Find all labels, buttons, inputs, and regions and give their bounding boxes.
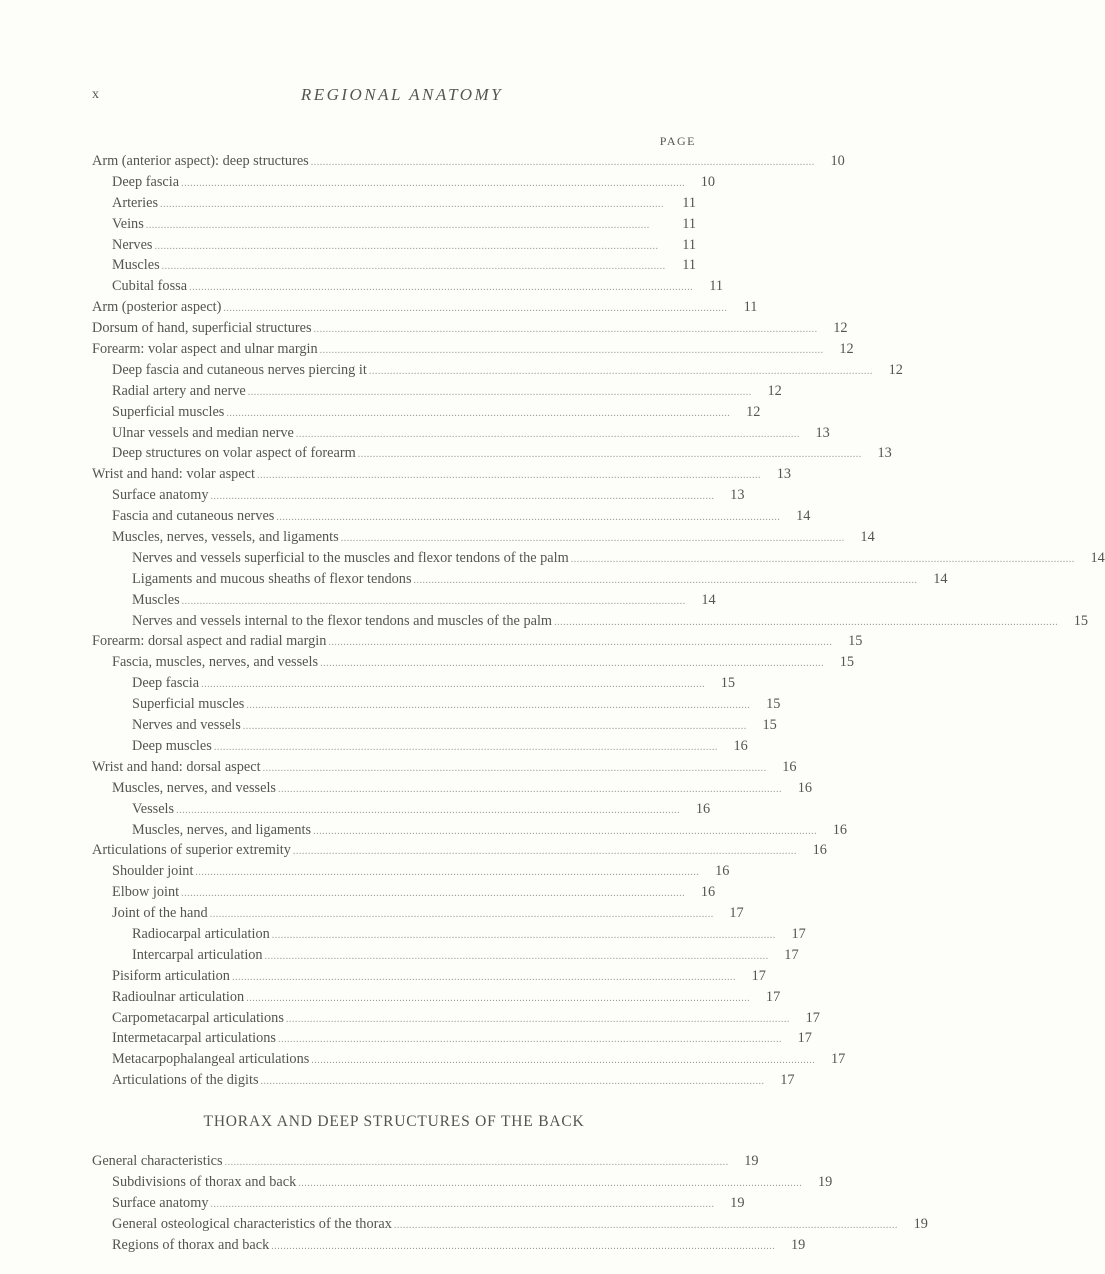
toc-entry (92, 235, 696, 256)
toc-entry-title: Dorsum of hand, superficial structures (92, 320, 312, 337)
toc-entry-title: Vessels (132, 800, 175, 817)
toc-entry (92, 1214, 928, 1235)
toc-entry-page: 14 (1090, 549, 1105, 566)
toc-entry-page: 11 (743, 299, 758, 316)
toc-entry-page: 16 (715, 863, 730, 880)
toc-entry (92, 694, 781, 715)
toc-entry (92, 193, 696, 214)
toc-entry-title: Muscles (132, 591, 180, 608)
dot-leader (248, 383, 752, 404)
toc-entry-page: 12 (767, 382, 782, 399)
toc-entry-title: Carpometacarpal articulations (112, 1009, 284, 1026)
toc-entry (92, 820, 848, 841)
dot-leader (265, 947, 769, 968)
toc-entry (92, 903, 744, 924)
toc-entry (92, 1008, 820, 1029)
toc-entry (92, 506, 811, 527)
toc-entry-title: Wrist and hand: volar aspect (92, 466, 255, 483)
dot-leader (369, 362, 873, 383)
toc-entry (92, 736, 748, 757)
toc-entry (92, 1070, 795, 1091)
dot-leader (210, 1195, 714, 1216)
dot-leader (328, 633, 832, 654)
toc-entry-title: Intercarpal articulation (132, 946, 263, 963)
toc-entry-title: Surface anatomy (112, 1194, 209, 1211)
toc-entry (92, 339, 854, 360)
toc-entry-page: 15 (848, 633, 863, 650)
toc-entry-page: 15 (762, 717, 777, 734)
toc-entry-page: 13 (730, 487, 745, 504)
toc-entry-title: Fascia and cutaneous nerves (112, 508, 275, 525)
toc-entry (92, 715, 777, 736)
dot-leader (276, 508, 780, 529)
toc-entry-page: 14 (701, 591, 716, 608)
toc-entry-title: Wrist and hand: dorsal aspect (92, 758, 261, 775)
toc-entry-title: Deep structures on volar aspect of forearm (112, 445, 356, 462)
dot-leader (195, 863, 699, 884)
dot-leader (263, 759, 767, 780)
toc-entry-title: Radiocarpal articulation (132, 925, 270, 942)
dot-leader (358, 445, 862, 466)
toc-entry-page: 11 (709, 278, 724, 295)
toc-entry-title: Veins (112, 215, 144, 232)
toc-entry-page: 12 (839, 341, 854, 358)
dot-leader (414, 571, 918, 592)
page-number: x (92, 87, 100, 102)
toc-entry-title: Radial artery and nerve (112, 382, 246, 399)
toc-entry-title: Deep muscles (132, 737, 212, 754)
dot-leader (223, 299, 727, 320)
toc-entry (92, 318, 848, 339)
toc-entry-title: Nerves and vessels superficial to the muscles and flexor tendons of the palm (132, 549, 569, 566)
toc-entry (92, 882, 716, 903)
toc-entry (92, 799, 711, 820)
toc-entry-title: Metacarpophalangeal articulations (112, 1051, 310, 1068)
toc-entry (92, 1172, 833, 1193)
toc-entry-title: Joint of the hand (112, 905, 208, 922)
toc-entry-page: 11 (682, 215, 696, 232)
dot-leader (311, 153, 815, 174)
dot-leader (320, 654, 824, 675)
toc-entry-title: Deep fascia (112, 173, 180, 190)
toc-entry-page: 16 (782, 758, 797, 775)
toc-entry-title: Elbow joint (112, 884, 180, 901)
toc-entry (92, 611, 1089, 632)
dot-leader (181, 884, 685, 905)
toc-entry (92, 778, 812, 799)
dot-leader (162, 257, 666, 278)
toc-entry-title: Superficial muscles (132, 696, 245, 713)
toc-entry (92, 151, 845, 172)
dot-leader (313, 822, 817, 843)
toc-entry-page: 15 (1073, 612, 1089, 629)
toc-entry (92, 464, 791, 485)
toc-entry (92, 360, 903, 381)
section-heading: THORAX AND DEEP STRUCTURES OF THE BACK (203, 1113, 585, 1131)
dot-leader (261, 1072, 765, 1093)
toc-entry-title: Deep fascia (132, 675, 200, 692)
toc-entry (92, 757, 797, 778)
toc-entry (92, 402, 761, 423)
toc-entry-title: Arteries (112, 194, 159, 211)
toc-entry-page: 16 (733, 737, 748, 754)
toc-entry-title: Ligaments and mucous sheaths of flexor tendons (132, 570, 412, 587)
toc-entry (92, 527, 875, 548)
toc-entry-title: Muscles, nerves, and ligaments (132, 821, 312, 838)
toc-entry (92, 1235, 806, 1256)
toc-entry-title: Regions of thorax and back (112, 1236, 270, 1253)
dot-leader (293, 842, 797, 863)
table-of-contents (92, 151, 1105, 1256)
toc-entry-title: General characteristics (92, 1153, 223, 1170)
dot-leader (232, 968, 736, 989)
dot-leader (320, 341, 824, 362)
toc-entry-title: Nerves (112, 236, 153, 253)
toc-entry (92, 840, 827, 861)
toc-entry (92, 381, 782, 402)
toc-entry-page: 17 (797, 1030, 812, 1047)
dot-leader (226, 404, 730, 425)
dot-leader (278, 1030, 782, 1051)
toc-entry-title: Muscles, nerves, vessels, and ligaments (112, 529, 339, 546)
toc-entry-page: 17 (780, 1072, 795, 1089)
dot-leader (189, 278, 693, 299)
toc-entry-title: Deep fascia and cutaneous nerves piercing it (112, 361, 367, 378)
toc-entry-title: Ulnar vessels and median nerve (112, 424, 294, 441)
toc-entry-title: Nerves and vessels internal to the flexor tendons and muscles of the palm (132, 612, 553, 629)
dot-leader (225, 1153, 729, 1174)
toc-entry-title: Cubital fossa (112, 278, 188, 295)
toc-entry-page: 19 (744, 1153, 759, 1170)
toc-entry-title: Muscles, nerves, and vessels (112, 779, 276, 796)
toc-section-thorax (92, 1151, 928, 1255)
dot-leader (201, 675, 705, 696)
toc-entry-title: Superficial muscles (112, 403, 225, 420)
toc-entry-page: 16 (700, 884, 716, 901)
dot-leader (272, 926, 776, 947)
toc-entry-page: 14 (860, 529, 875, 546)
dot-leader (176, 801, 680, 822)
dot-leader (286, 1010, 790, 1031)
toc-entry-page: 19 (730, 1194, 745, 1211)
dot-leader (278, 780, 782, 801)
toc-entry (92, 966, 766, 987)
toc-entry (92, 569, 948, 590)
toc-entry (92, 652, 855, 673)
page-column-heading: PAGE (659, 134, 696, 148)
dot-leader (298, 1174, 802, 1195)
dot-leader (341, 529, 845, 550)
toc-entry-title: Forearm: dorsal aspect and radial margin (92, 633, 327, 650)
dot-leader (311, 1051, 815, 1072)
dot-leader (155, 237, 667, 258)
toc-entry-page: 17 (784, 946, 799, 963)
toc-entry-page: 12 (833, 320, 848, 337)
dot-leader (271, 1237, 775, 1258)
toc-entry-title: Muscles (112, 257, 160, 274)
toc-entry-title: Arm (posterior aspect) (92, 299, 222, 316)
toc-entry-title: Forearm: volar aspect and ulnar margin (92, 341, 318, 358)
toc-entry-title: Shoulder joint (112, 863, 194, 880)
toc-section-upper-extremity (92, 151, 1105, 1091)
toc-entry (92, 673, 736, 694)
dot-leader (160, 195, 666, 216)
toc-entry (92, 485, 745, 506)
toc-entry-page: 19 (817, 1173, 833, 1190)
toc-entry-page: 13 (776, 466, 791, 483)
toc-entry-page: 13 (815, 424, 830, 441)
toc-entry-page: 11 (682, 236, 696, 253)
toc-entry-title: Subdivisions of thorax and back (112, 1173, 297, 1190)
toc-entry (92, 1151, 759, 1172)
dot-leader (214, 738, 718, 759)
toc-entry-title: General osteological characteristics of the thorax (112, 1215, 392, 1232)
dot-leader (146, 216, 666, 237)
toc-entry-title: Fascia, muscles, nerves, and vessels (112, 654, 319, 671)
toc-entry-page: 15 (839, 654, 855, 671)
toc-entry (92, 631, 863, 652)
toc-entry-page: 16 (832, 821, 848, 838)
toc-entry-page: 17 (805, 1009, 820, 1026)
dot-leader (182, 592, 686, 613)
toc-entry (92, 172, 716, 193)
toc-entry (92, 861, 730, 882)
toc-entry (92, 548, 1105, 569)
toc-entry (92, 590, 716, 611)
toc-entry-page: 19 (913, 1215, 928, 1232)
dot-leader (314, 320, 818, 341)
toc-entry-page: 15 (766, 696, 781, 713)
toc-entry (92, 214, 696, 235)
toc-entry-title: Radioulnar articulation (112, 988, 245, 1005)
toc-entry (92, 1049, 846, 1070)
dot-leader (571, 550, 1075, 571)
dot-leader (246, 989, 750, 1010)
toc-entry-page: 17 (791, 925, 806, 942)
dot-leader (210, 905, 714, 926)
toc-entry-page: 16 (812, 842, 827, 859)
toc-entry (92, 1193, 745, 1214)
toc-entry-title: Pisiform articulation (112, 967, 230, 984)
running-head (92, 87, 712, 111)
toc-entry-page: 12 (746, 403, 761, 420)
toc-entry (92, 945, 799, 966)
toc-entry (92, 297, 758, 318)
toc-entry-title: Articulations of superior extremity (92, 842, 291, 859)
dot-leader (246, 696, 750, 717)
toc-entry-page: 17 (765, 988, 781, 1005)
toc-entry-page: 16 (797, 779, 812, 796)
dot-leader (210, 487, 714, 508)
toc-entry (92, 443, 892, 464)
dot-leader (554, 613, 1058, 634)
toc-entry-title: Surface anatomy (112, 487, 209, 504)
dot-leader (243, 717, 747, 738)
toc-entry-title: Intermetacarpal articulations (112, 1030, 276, 1047)
book-title: REGIONAL ANATOMY (300, 85, 504, 104)
toc-entry-title: Articulations of the digits (112, 1072, 259, 1089)
toc-entry-page: 14 (933, 570, 948, 587)
toc-entry-page: 11 (682, 194, 696, 211)
toc-entry-page: 19 (790, 1236, 806, 1253)
toc-entry-page: 15 (720, 675, 736, 692)
dot-leader (181, 174, 685, 195)
toc-entry (92, 255, 696, 276)
toc-entry-page: 11 (682, 257, 696, 274)
toc-entry (92, 924, 806, 945)
toc-entry-page: 14 (796, 508, 811, 525)
toc-entry (92, 987, 781, 1008)
toc-entry (92, 423, 830, 444)
dot-leader (394, 1216, 898, 1237)
toc-entry-page: 10 (830, 153, 845, 169)
toc-entry-page: 17 (729, 905, 744, 922)
dot-leader (296, 425, 800, 446)
toc-entry-page: 13 (877, 445, 892, 462)
toc-entry (92, 1028, 812, 1049)
toc-entry-title: Nerves and vessels (132, 717, 241, 734)
toc-entry-title: Arm (anterior aspect): deep structures (92, 153, 309, 169)
toc-entry-page: 16 (695, 800, 711, 817)
toc-entry-page: 12 (888, 361, 903, 378)
dot-leader (257, 466, 761, 487)
toc-entry-page: 17 (831, 1051, 846, 1068)
toc-entry-page: 10 (700, 173, 716, 190)
toc-entry (92, 276, 724, 297)
toc-entry-page: 17 (751, 967, 766, 984)
